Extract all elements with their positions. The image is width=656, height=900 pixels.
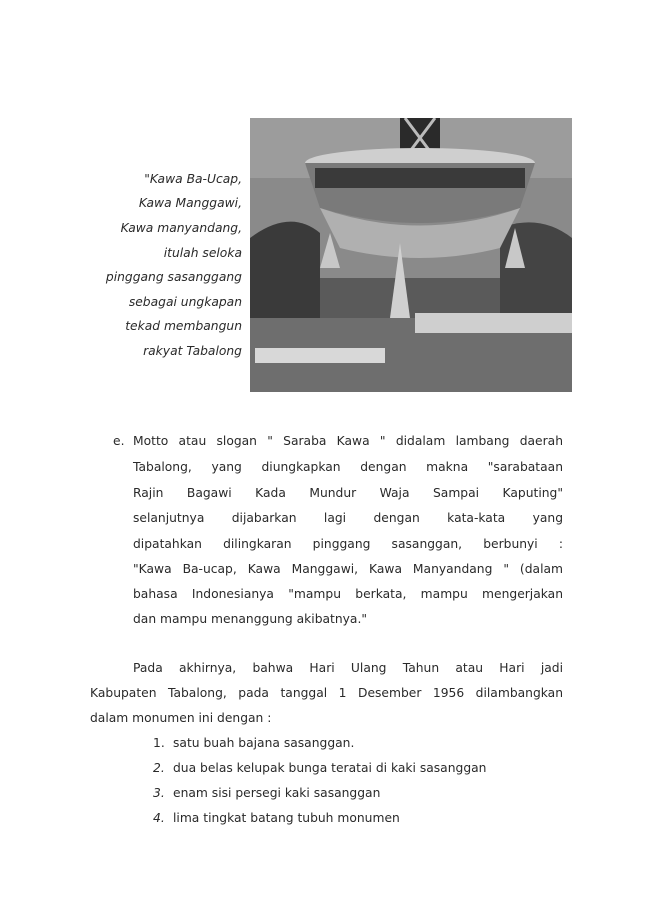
monument-photo	[250, 118, 572, 392]
paragraph-line: dalam monumen ini dengan :	[90, 711, 272, 725]
caption-line: sebagai ungkapan	[128, 295, 242, 309]
caption-line: Kawa Manggawi,	[138, 196, 242, 210]
list-number: 4.	[153, 811, 165, 825]
item-line: bahasa Indonesianya "mampu berkata, mampu mengerjakan	[133, 587, 563, 601]
item-line: selanjutnya dijabarkan lagi dengan kata-kata yang	[133, 511, 563, 525]
caption-line: pinggang sasanggang	[105, 270, 242, 284]
item-line: Rajin Bagawi Kada Mundur Waja Sampai Kaputing"	[133, 486, 563, 500]
list-number: 1.	[153, 736, 165, 750]
item-marker: e.	[113, 434, 125, 448]
item-line: dipatahkan dilingkaran pinggang sasanggan, berbunyi :	[133, 537, 563, 551]
caption-line: tekad membangun	[125, 319, 242, 333]
list-text: dua belas kelupak bunga teratai di kaki sasanggan	[173, 761, 487, 775]
caption-line: Kawa manyandang,	[120, 221, 242, 235]
list-number: 3.	[153, 786, 165, 800]
list-text: enam sisi persegi kaki sasanggan	[173, 786, 381, 800]
caption-line: itulah seloka	[163, 246, 242, 260]
caption-line: "Kawa Ba-Ucap,	[144, 172, 242, 186]
item-line: Tabalong, yang diungkapkan dengan makna "sarabataan	[133, 460, 563, 474]
list-number: 2.	[153, 761, 165, 775]
caption-line: rakyat Tabalong	[143, 344, 242, 358]
paragraph-line: Kabupaten Tabalong, pada tanggal 1 Desember 1956 dilambangkan	[90, 686, 563, 700]
item-line: "Kawa Ba-ucap, Kawa Manggawi, Kawa Manyandang " (dalam	[133, 562, 563, 576]
paragraph-line: Pada akhirnya, bahwa Hari Ulang Tahun atau Hari jadi	[133, 661, 563, 675]
item-line: Motto atau slogan " Saraba Kawa " didalam lambang daerah	[133, 434, 563, 448]
list-text: lima tingkat batang tubuh monumen	[173, 811, 400, 825]
list-text: satu buah bajana sasanggan.	[173, 736, 355, 750]
item-line: dan mampu menanggung akibatnya."	[133, 612, 368, 626]
